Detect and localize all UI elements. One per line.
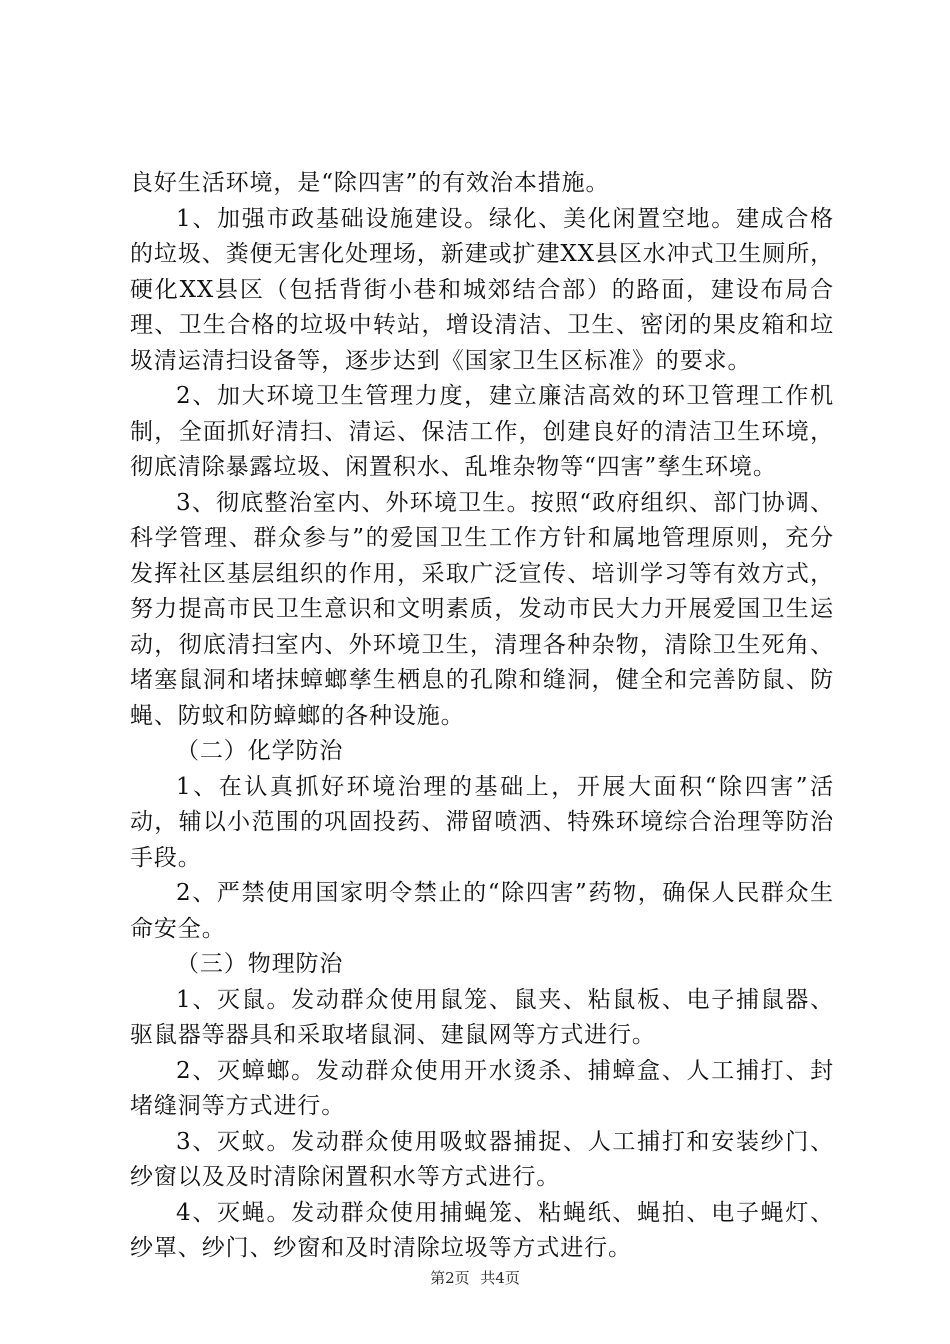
paragraph-continuation: 良好生活环境，是“除四害”的有效治本措施。 — [130, 170, 610, 196]
paragraph-item-cockroaches: 2、灭蟑螂。发动群众使用开水烫杀、捕蟑盒、人工捕打、封堵缝洞等方式进行。 — [130, 1057, 834, 1119]
section-heading-physical-control: （三）物理防治 — [176, 951, 344, 977]
page-total: 共4页 — [480, 1269, 520, 1287]
paragraph-item-banned-chemicals: 2、严禁使用国家明令禁止的“除四害”药物，确保人民群众生命安全。 — [130, 880, 834, 942]
paragraph-item-mosquitoes: 3、灭蚊。发动群众使用吸蚊器捕捉、人工捕打和安装纱门、纱窗以及及时清除闲置积水等方式进行。 — [130, 1128, 834, 1190]
document-body — [130, 166, 834, 1267]
page-footer — [0, 1268, 950, 1288]
paragraph-item-rodents: 1、灭鼠。发动群众使用鼠笼、鼠夹、粘鼠板、电子捕鼠器、驱鼠器等器具和采取堵鼠洞、建鼠网等方式进行。 — [130, 986, 834, 1048]
paragraph-item-chemical-campaign: 1、在认真抓好环境治理的基础上，开展大面积“除四害”活动，辅以小范围的巩固投药、滞留喷洒、特殊环境综合治理等防治手段。 — [130, 773, 834, 871]
paragraph-item-infrastructure: 1、加强市政基础设施建设。绿化、美化闲置空地。建成合格的垃圾、粪便无害化处理场，新建或扩建XX县区水冲式卫生厕所，硬化XX县区（包括背街小巷和城郊结合部）的路面，建设布局合理、卫生合格的垃圾中转站，增设清洁、卫生、密闭的果皮箱和垃圾清运清扫设备等，逐步达到《国家卫生区标准》的要求。 — [130, 205, 834, 374]
paragraph-item-flies: 4、灭蝇。发动群众使用捕蝇笼、粘蝇纸、蝇拍、电子蝇灯、纱罩、纱门、纱窗和及时清除垃圾等方式进行。 — [130, 1199, 834, 1261]
paragraph-item-sanitation-management: 2、加大环境卫生管理力度，建立廉洁高效的环卫管理工作机制，全面抓好清扫、清运、保洁工作，创建良好的清洁卫生环境，彻底清除暴露垃圾、闲置积水、乱堆杂物等“四害”孳生环境。 — [130, 383, 834, 480]
paragraph-item-environment-cleanup: 3、彻底整治室内、外环境卫生。按照“政府组织、部门协调、科学管理、群众参与”的爱国卫生工作方针和属地管理原则，充分发挥社区基层组织的作用，采取广泛宣传、培训学习等有效方式，努力提高市民卫生意识和文明素质，发动市民大力开展爱国卫生运动，彻底清扫室内、外环境卫生，清理各种杂物，清除卫生死角、堵塞鼠洞和堵抹蟑螂孳生栖息的孔隙和缝洞，健全和完善防鼠、防蝇、防蚊和防蟑螂的各种设施。 — [130, 489, 834, 729]
section-heading-chemical-control: （二）化学防治 — [176, 738, 344, 764]
page-number: 第2页 — [430, 1269, 470, 1287]
